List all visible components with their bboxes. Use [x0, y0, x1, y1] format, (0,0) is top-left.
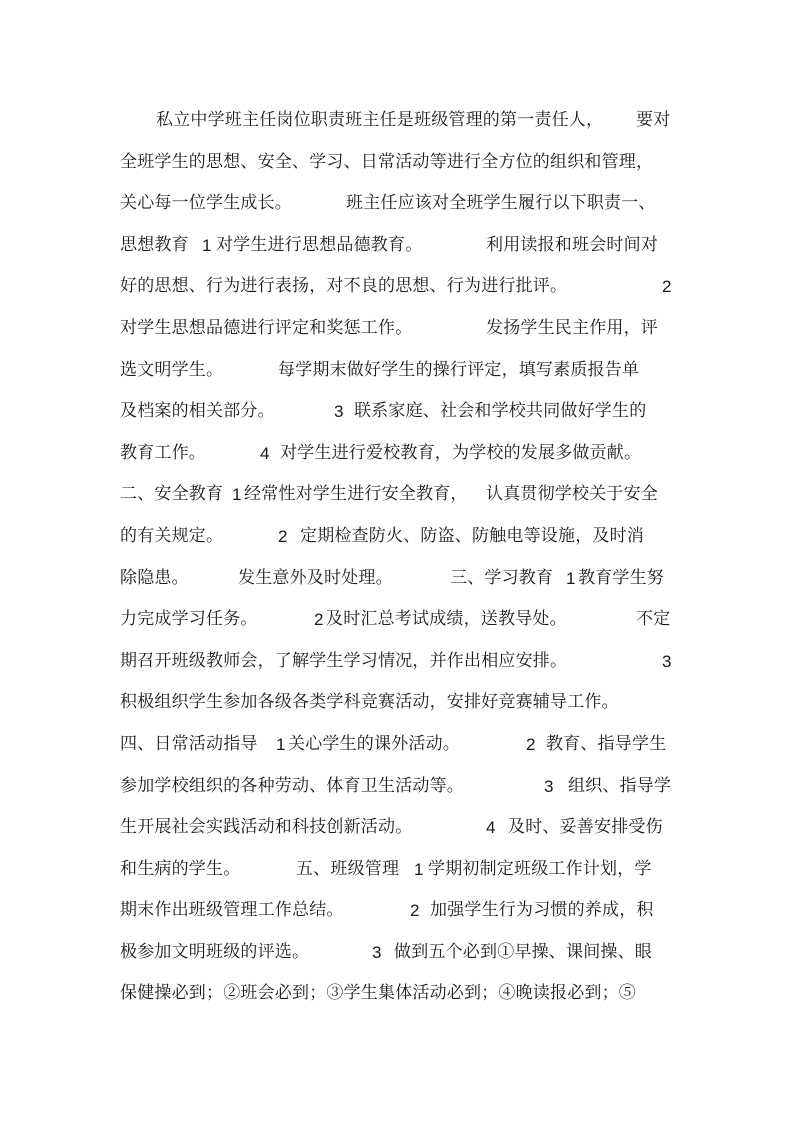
text-line	[120, 266, 680, 308]
item-number: 4	[486, 818, 496, 838]
text-segment: 和生病的学生。	[120, 858, 241, 879]
item-number: 1	[276, 734, 286, 754]
text-segment: 及时汇总考试成绩，送教导处。	[326, 609, 567, 630]
text-line	[120, 350, 680, 392]
text-segment: 利用读报和班会时间对	[486, 234, 658, 255]
item-number: 1	[566, 568, 576, 588]
item-number: 1	[202, 235, 212, 255]
text-segment: 不定	[636, 609, 671, 630]
text-segment: 对学生进行爱校教育，为学校的发展多做贡献。	[280, 442, 642, 463]
text-segment: 发扬学生民主作用，评	[486, 317, 658, 338]
document-body	[120, 100, 680, 1015]
text-segment: 对学生进行思想品德教育。	[216, 234, 423, 255]
text-segment: 做到五个必到①早操、课间操、眼	[394, 941, 652, 962]
text-segment: 好的思想、行为进行表扬，对不良的思想、行为进行批评。	[120, 276, 568, 297]
text-segment: 关心每一位学生成长。	[120, 193, 292, 214]
text-line	[120, 807, 680, 849]
text-segment: 班主任应该对全班学生履行以下职责一、	[346, 193, 656, 214]
text-line	[120, 516, 680, 558]
item-number: 3	[372, 942, 382, 962]
text-segment: 的有关规定。	[120, 525, 224, 546]
text-line	[120, 142, 680, 184]
text-segment: 认真贯彻学校关于安全	[486, 484, 658, 505]
item-number: 4	[260, 443, 270, 463]
text-segment: 四、日常活动指导	[120, 733, 258, 754]
text-segment: 生开展社会实践活动和科技创新活动。	[120, 817, 413, 838]
text-line	[120, 308, 680, 350]
item-number: 2	[314, 610, 324, 630]
text-line	[120, 890, 680, 932]
text-segment: 选文明学生。	[120, 359, 224, 380]
item-number: 2	[526, 734, 536, 754]
text-segment: 联系家庭、社会和学校共同做好学生的	[354, 401, 647, 422]
text-segment: 保健操必到；②班会必到；③学生集体活动必到；④晚读报必到；⑤	[120, 983, 636, 1004]
text-segment: 组织、指导学	[568, 775, 672, 796]
text-segment: 教育学生努	[578, 567, 664, 588]
text-line	[120, 433, 680, 475]
text-segment: 期召开班级教师会，了解学生学习情况，并作出相应安排。	[120, 650, 568, 671]
text-segment: 除隐患。	[120, 567, 189, 588]
text-segment: 加强学生行为习惯的养成，积	[430, 900, 654, 921]
text-segment: 私立中学班主任岗位职责班主任是班级管理的第一责任人，	[156, 110, 604, 130]
text-line	[120, 474, 680, 516]
text-segment: 每学期末做好学生的操行评定，填写素质报告单	[278, 359, 640, 380]
text-segment: 对学生思想品德进行评定和奖惩工作。	[120, 317, 413, 338]
text-line	[120, 183, 680, 225]
text-line	[120, 849, 680, 891]
text-segment: 二、安全教育	[120, 484, 224, 505]
text-segment: 全班学生的思想、安全、学习、日常活动等进行全方位的组织和管理，	[120, 151, 654, 172]
item-number: 2	[410, 901, 420, 921]
text-segment: 及档案的相关部分。	[120, 401, 275, 422]
text-line	[120, 766, 680, 808]
item-number: 3	[662, 651, 672, 671]
item-number: 2	[278, 526, 288, 546]
text-segment: 及时、妥善安排受伤	[508, 817, 663, 838]
text-segment: 期末作出班级管理工作总结。	[120, 900, 344, 921]
text-line	[120, 225, 680, 267]
text-segment: 学期初制定班级工作计划，学	[428, 858, 652, 879]
text-segment: 教育工作。	[120, 442, 206, 463]
text-segment: 三、学习教育	[450, 567, 554, 588]
text-line	[120, 641, 680, 683]
text-line	[120, 973, 680, 1015]
text-segment: 力完成学习任务。	[120, 609, 258, 630]
text-line	[120, 391, 680, 433]
text-line	[120, 558, 680, 600]
item-number: 1	[414, 859, 424, 879]
text-segment: 要对	[636, 110, 671, 130]
text-segment: 发生意外及时处理。	[238, 567, 393, 588]
text-line	[120, 682, 680, 724]
text-line	[120, 724, 680, 766]
text-segment: 经常性对学生进行安全教育，	[244, 484, 468, 505]
text-segment: 思想教育	[120, 234, 189, 255]
item-number: 2	[662, 277, 672, 297]
text-segment: 定期检查防火、防盗、防触电等设施，及时消	[300, 525, 644, 546]
text-segment: 五、班级管理	[296, 858, 400, 879]
text-segment: 关心学生的课外活动。	[288, 733, 460, 754]
text-segment: 积极组织学生参加各级各类学科竞赛活动，安排好竞赛辅导工作。	[120, 692, 619, 713]
text-segment: 教育、指导学生	[546, 733, 667, 754]
text-line	[120, 599, 680, 641]
text-segment: 极参加文明班级的评选。	[120, 941, 310, 962]
text-line	[120, 100, 680, 142]
text-line	[120, 932, 680, 974]
text-segment: 参加学校组织的各种劳动、体育卫生活动等。	[120, 775, 464, 796]
item-number: 3	[334, 402, 344, 422]
item-number: 1	[232, 485, 242, 505]
item-number: 3	[544, 776, 554, 796]
